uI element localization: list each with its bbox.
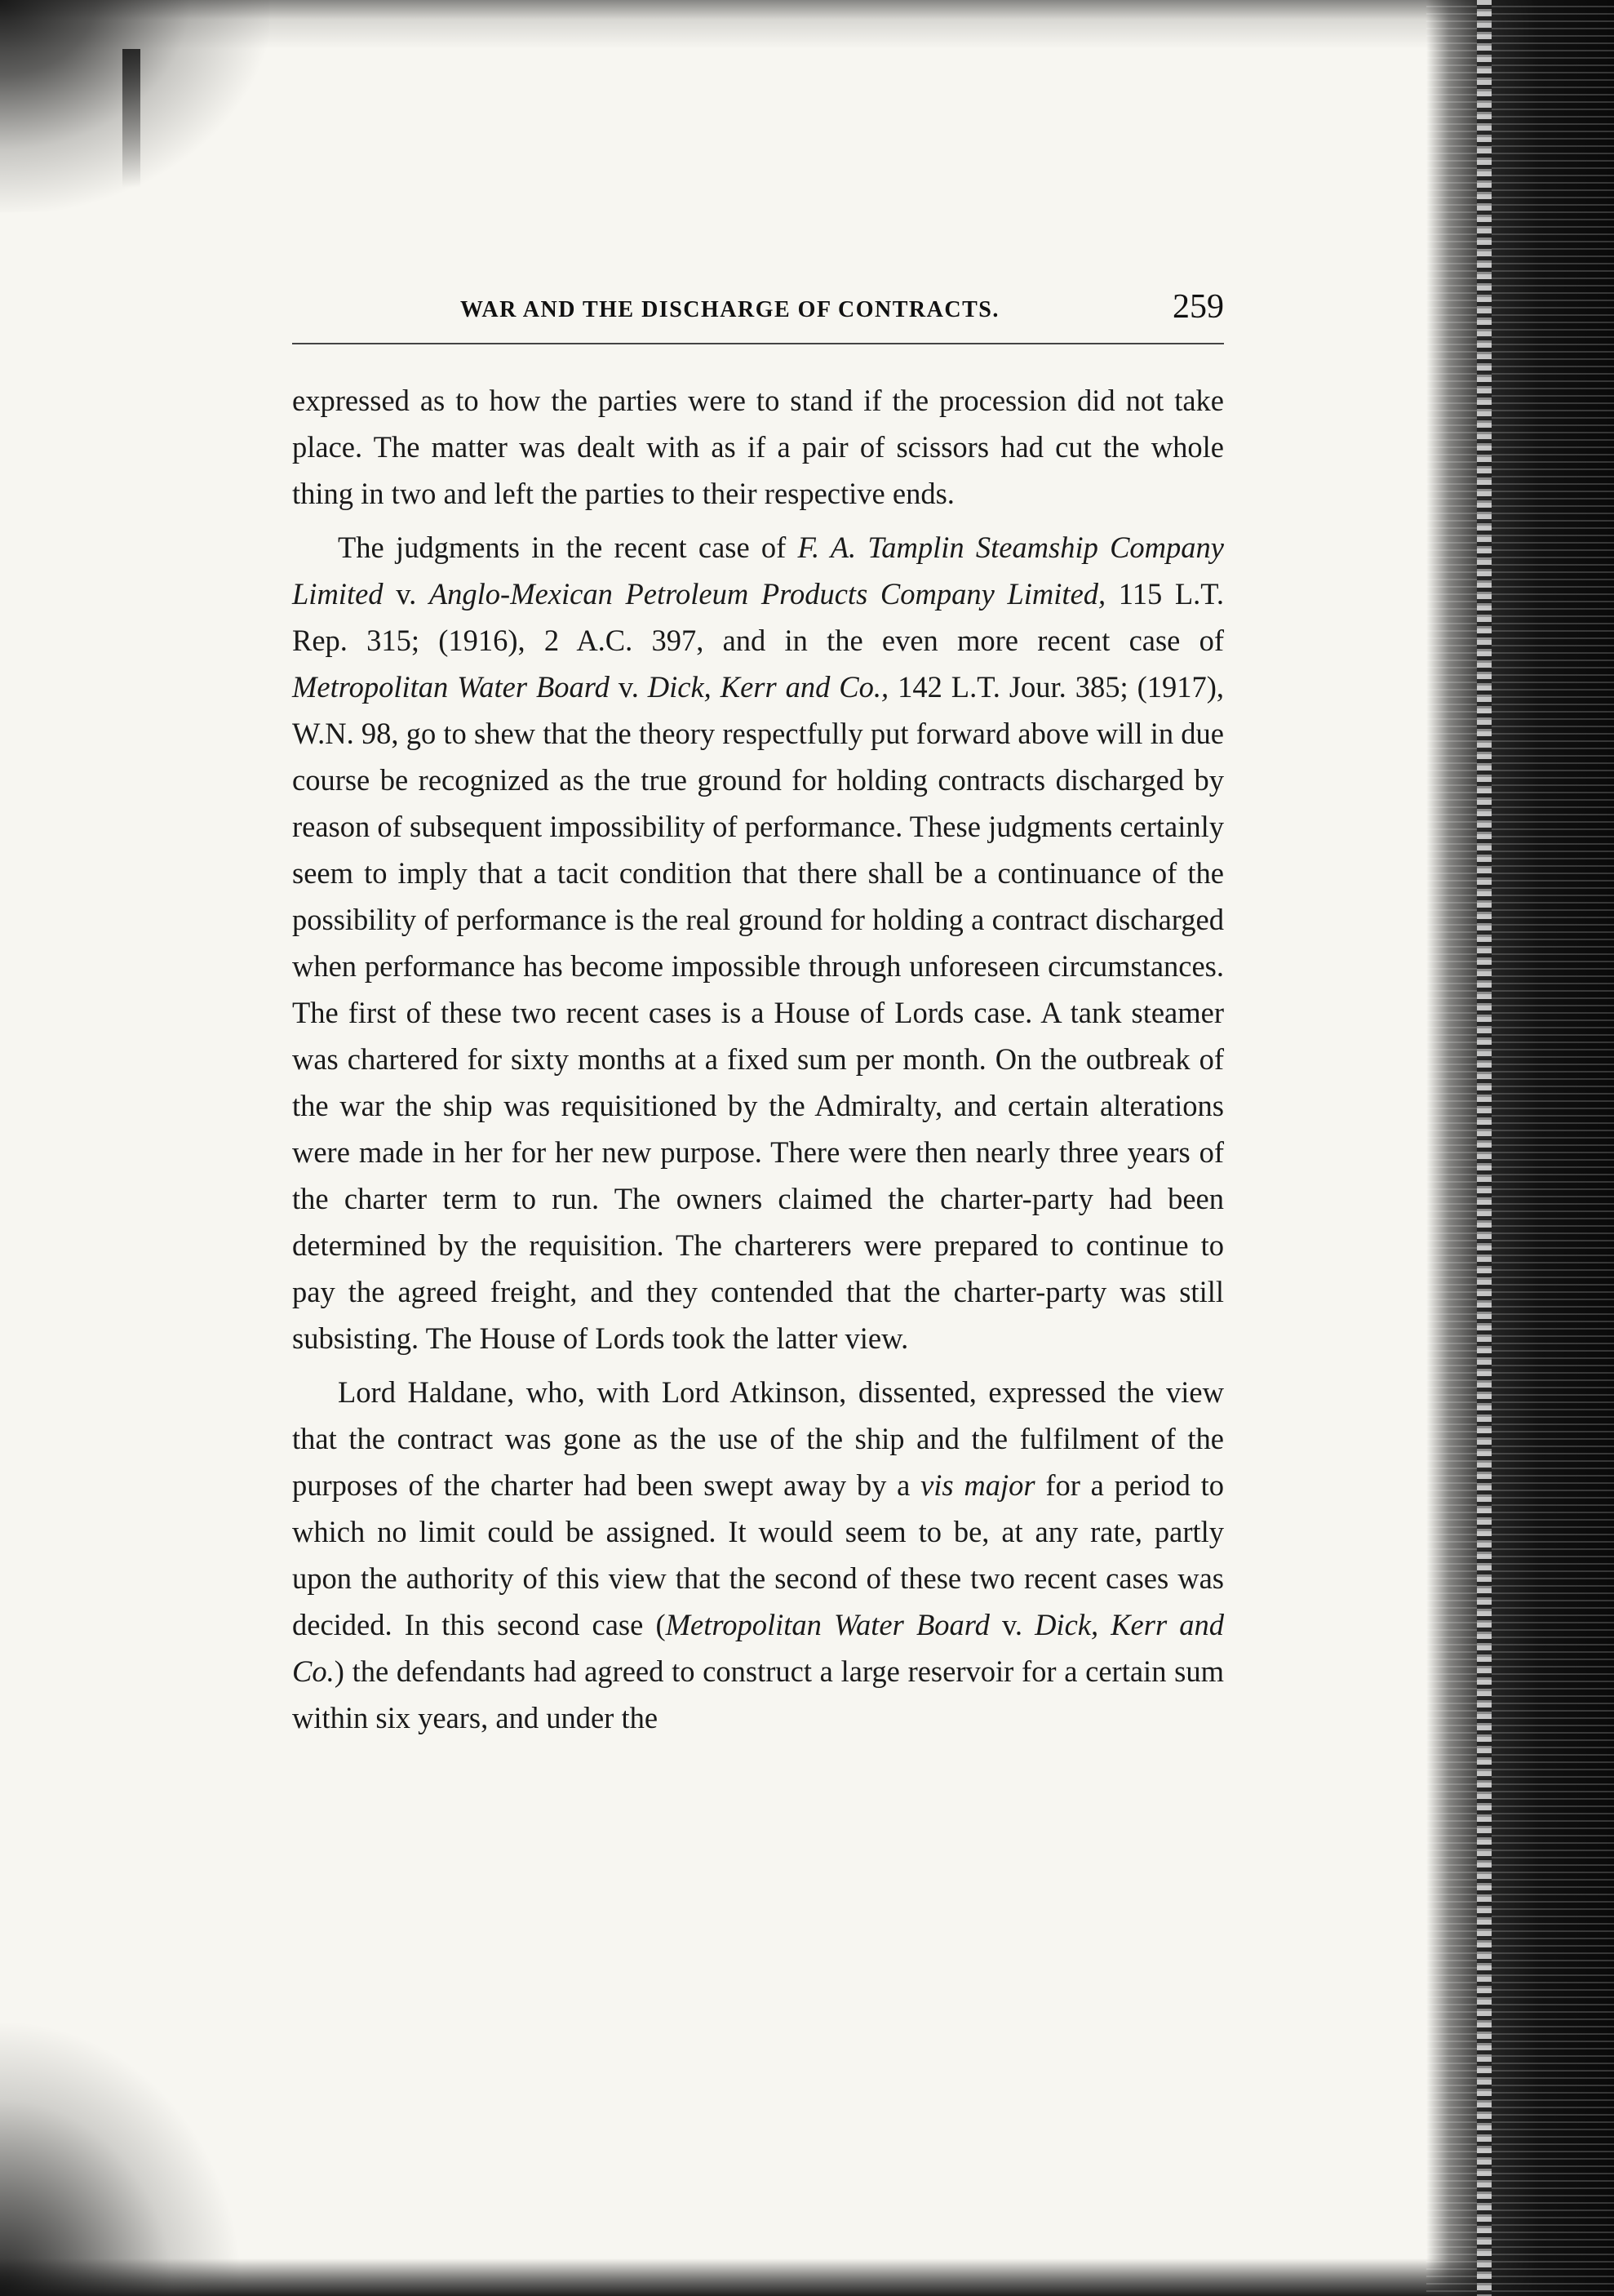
case-name-italic: Dick, Kerr and Co., [647,670,889,704]
case-name-italic: Anglo-Mexican Petroleum Products Company Limited, [428,577,1106,611]
case-name-italic: vis major [920,1468,1035,1502]
scan-shadow-bottom-left [0,2018,245,2296]
text-segment: v. [609,670,648,704]
text-segment: v. [989,1608,1035,1641]
scan-shadow-stem [122,49,140,188]
paragraph [292,524,1224,1361]
scan-binding-strip [1477,0,1492,2296]
case-name-italic: F. A. Tamplin Steamship Company Limited [292,531,1224,611]
text-segment: for a period to which no limit could be assigned. It would seem to be, at any rate, partly upon the authority of this view that the second of these two recent cases was decided. In this second case ( [292,1468,1225,1641]
running-head [292,288,1224,333]
paragraph [292,1369,1224,1741]
page-number: 259 [1173,288,1224,326]
body-text [292,377,1224,1748]
text-segment: v. [383,577,429,611]
header-rule [292,343,1224,344]
text-segment: The judgments in the recent case of [338,531,798,564]
text-segment: expressed as to how the parties were to stand if the procession did not take place. The matter was dealt with as if a pair of scissors had cut the whole thing in two and left the parties to their respective ends. [292,384,1224,510]
text-segment: 142 L.T. Jour. 385; (1917), W.N. 98, go to shew that the theory respectfully put forward above will in due course be recognized as the true ground for holding contracts discharged by reason of subsequent impossibility of performance. These judgments certainly seem to imply that a tacit condition that there shall be a continuance of the possibility of performance is the real ground for holding a contract discharged when performance has become impossible through unforeseen circumstances. The first of these two recent cases is a House of Lords case. A tank steamer was chartered for sixty months at a fixed sum per month. On the outbreak of the war the ship was requisitioned by the Admiralty, and certain alterations were made in her for her new purpose. There were then nearly three years of the charter term to run. The owners claimed the charter-party had been determined by the requisition. The charterers were prepared to continue to pay the agreed freight, and they contended that the charter-party was still subsisting. The House of Lords took the latter view. [292,670,1225,1355]
paragraph [292,377,1224,517]
case-name-italic: Dick, Kerr and Co. [292,1608,1225,1688]
scan-binding-edge [1426,0,1614,2296]
running-title: WAR AND THE DISCHARGE OF CONTRACTS. [460,297,1000,322]
case-name-italic: Metropolitan Water Board [292,670,610,704]
case-name-italic: Metropolitan Water Board [665,1608,990,1641]
text-segment: 115 L.T. Rep. 315; (1916), 2 A.C. 397, and in the even more recent case of [292,577,1224,657]
text-segment: Lord Haldane, who, with Lord Atkinson, dissented, expressed the view that the contract was gone as the use of the ship and the fulfilment of the purposes of the charter had been swept away by a [292,1375,1224,1502]
text-segment: ) the defendants had agreed to construct a large reservoir for a certain sum within six years, and under the [292,1654,1224,1734]
